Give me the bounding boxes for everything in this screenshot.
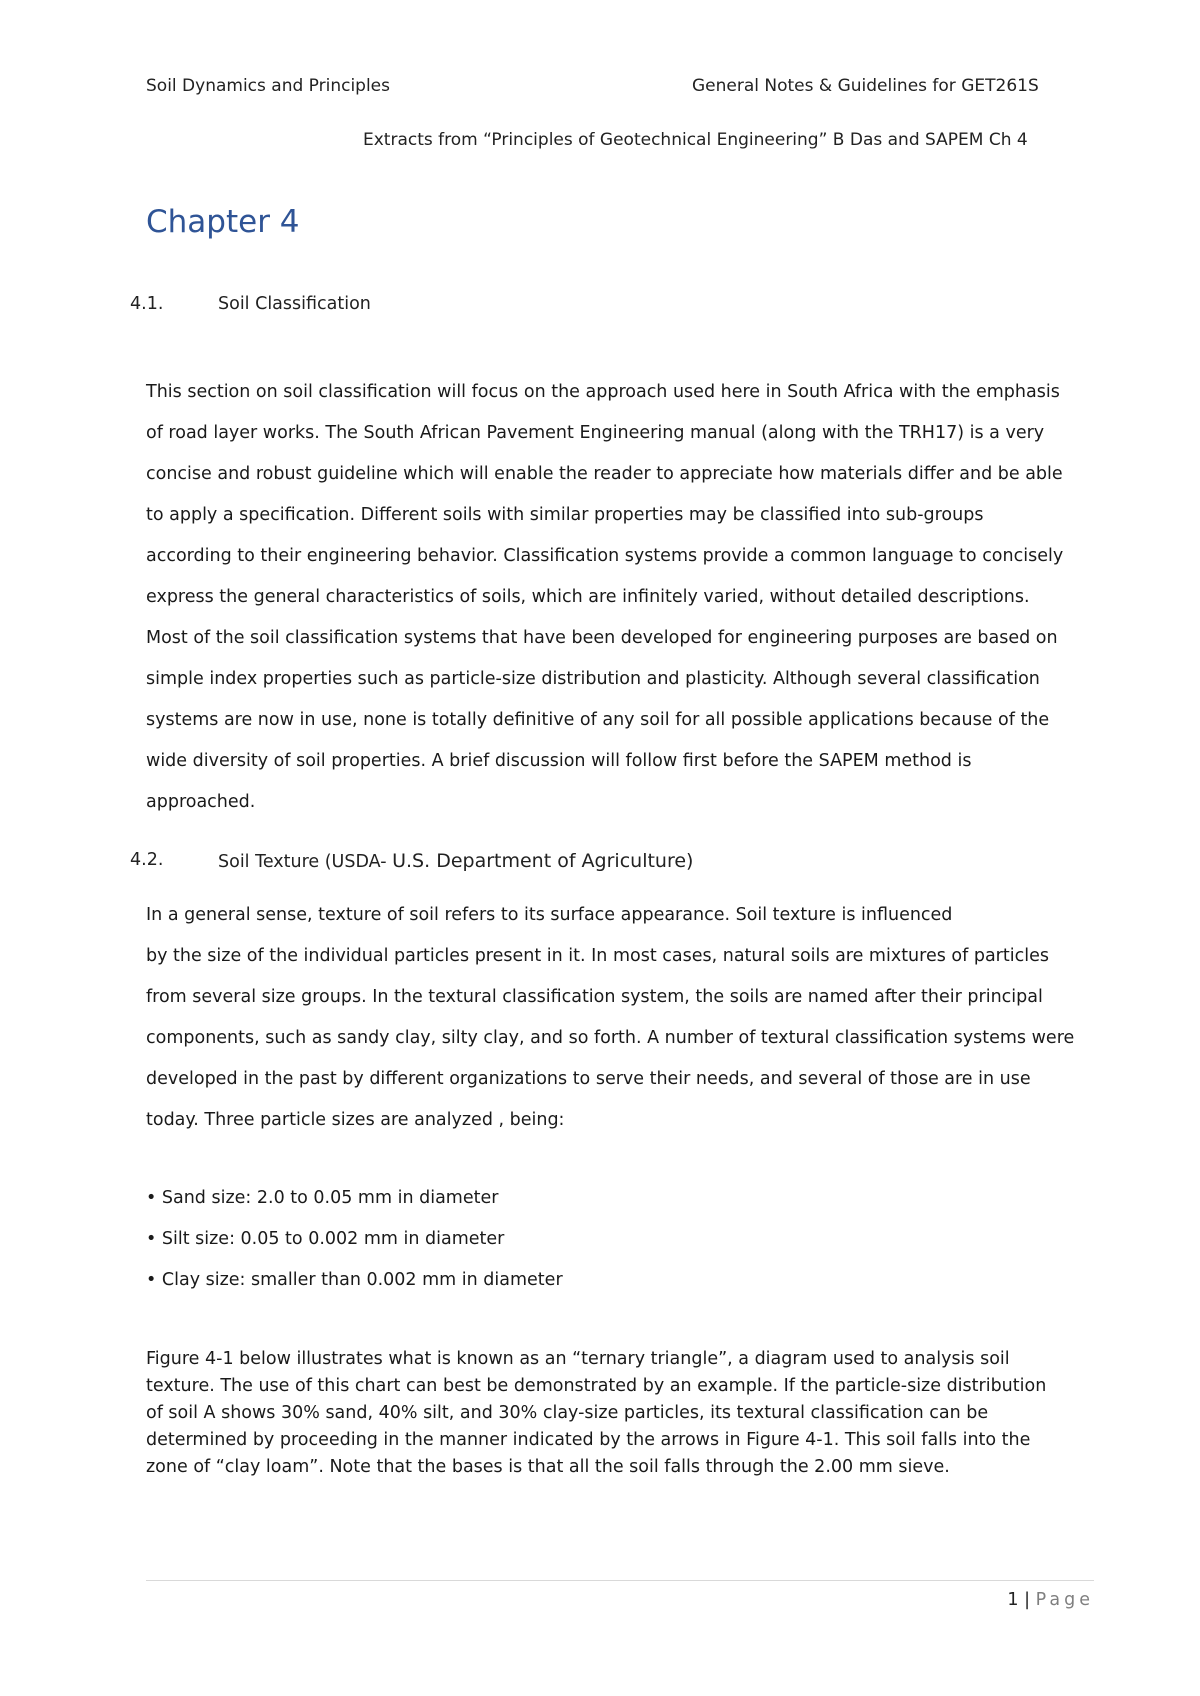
soil-classification-paragraph [146,372,1106,823]
paragraph-line: from several size groups. In the textural classification system, the soils are named after their principal [146,987,1043,1007]
paragraph-line: concise and robust guideline which will enable the reader to appreciate how materials differ and be able [146,464,1063,484]
ternary-triangle-paragraph [146,1346,1106,1481]
paragraph-line: express the general characteristics of soils, which are infinitely varied, without detailed descriptions. [146,587,1030,607]
section-title-part: U.S. Department of Agriculture) [392,850,694,872]
paragraph-line: components, such as sandy clay, silty clay, and so forth. A number of textural classification systems were [146,1028,1075,1048]
running-header-right: General Notes & Guidelines for GET261S [692,76,1039,96]
paragraph-line: determined by proceeding in the manner indicated by the arrows in Figure 4-1. This soil falls into the [146,1430,1031,1450]
paragraph-line: today. Three particle sizes are analyzed , being: [146,1110,565,1130]
paragraph-line: approached. [146,792,256,812]
footer-separator: | [1024,1590,1031,1610]
paragraph-line: developed in the past by different organizations to serve their needs, and several of those are in use [146,1069,1031,1089]
paragraph-line: In a general sense, texture of soil refers to its surface appearance. Soil texture is influenced [146,905,953,925]
paragraph-line: wide diversity of soil properties. A brief discussion will follow first before the SAPEM method is [146,751,972,771]
section-title: Soil Classification [218,294,371,314]
paragraph-line: texture. The use of this chart can best be demonstrated by an example. If the particle-size distribution [146,1376,1047,1396]
paragraph-line: This section on soil classification will focus on the approach used here in South Africa with the emphasis [146,382,1060,402]
page-label: Page [1035,1590,1094,1610]
paragraph-line: by the size of the individual particles present in it. In most cases, natural soils are mixtures of particles [146,946,1049,966]
paragraph-line: of soil A shows 30% sand, 40% silt, and 30% clay-size particles, its textural classification can be [146,1403,989,1423]
paragraph-line: simple index properties such as particle-size distribution and plasticity. Although several classification [146,669,1040,689]
section-number: 4.1. [130,294,164,314]
list-item: • Clay size: smaller than 0.002 mm in diameter [146,1270,563,1290]
source-extracts-note: Extracts from “Principles of Geotechnical Engineering” B Das and SAPEM Ch 4 [363,130,1028,150]
soil-texture-paragraph [146,895,1106,1141]
section-title [218,850,693,872]
section-number: 4.2. [130,850,164,870]
page-footer [1007,1590,1094,1610]
list-item: • Sand size: 2.0 to 0.05 mm in diameter [146,1188,499,1208]
paragraph-line: systems are now in use, none is totally definitive of any soil for all possible applications because of the [146,710,1050,730]
paragraph-line: according to their engineering behavior. Classification systems provide a common language to concisely [146,546,1064,566]
particle-size-list [146,1178,563,1301]
paragraph-line: to apply a specification. Different soils with similar properties may be classified into sub-groups [146,505,984,525]
paragraph-line: zone of “clay loam”. Note that the bases is that all the soil falls through the 2.00 mm sieve. [146,1457,950,1477]
paragraph-line: Figure 4-1 below illustrates what is known as an “ternary triangle”, a diagram used to analysis soil [146,1349,1010,1369]
paragraph-line: Most of the soil classification systems that have been developed for engineering purposes are based on [146,628,1058,648]
section-title-part: Soil Texture (USDA- [218,852,393,872]
running-header-left: Soil Dynamics and Principles [146,76,391,96]
paragraph-line: of road layer works. The South African Pavement Engineering manual (along with the TRH17) is a very [146,423,1045,443]
footer-divider [146,1580,1094,1581]
list-item: • Silt size: 0.05 to 0.002 mm in diameter [146,1229,505,1249]
page-number: 1 [1007,1590,1019,1610]
chapter-title: Chapter 4 [146,204,300,240]
